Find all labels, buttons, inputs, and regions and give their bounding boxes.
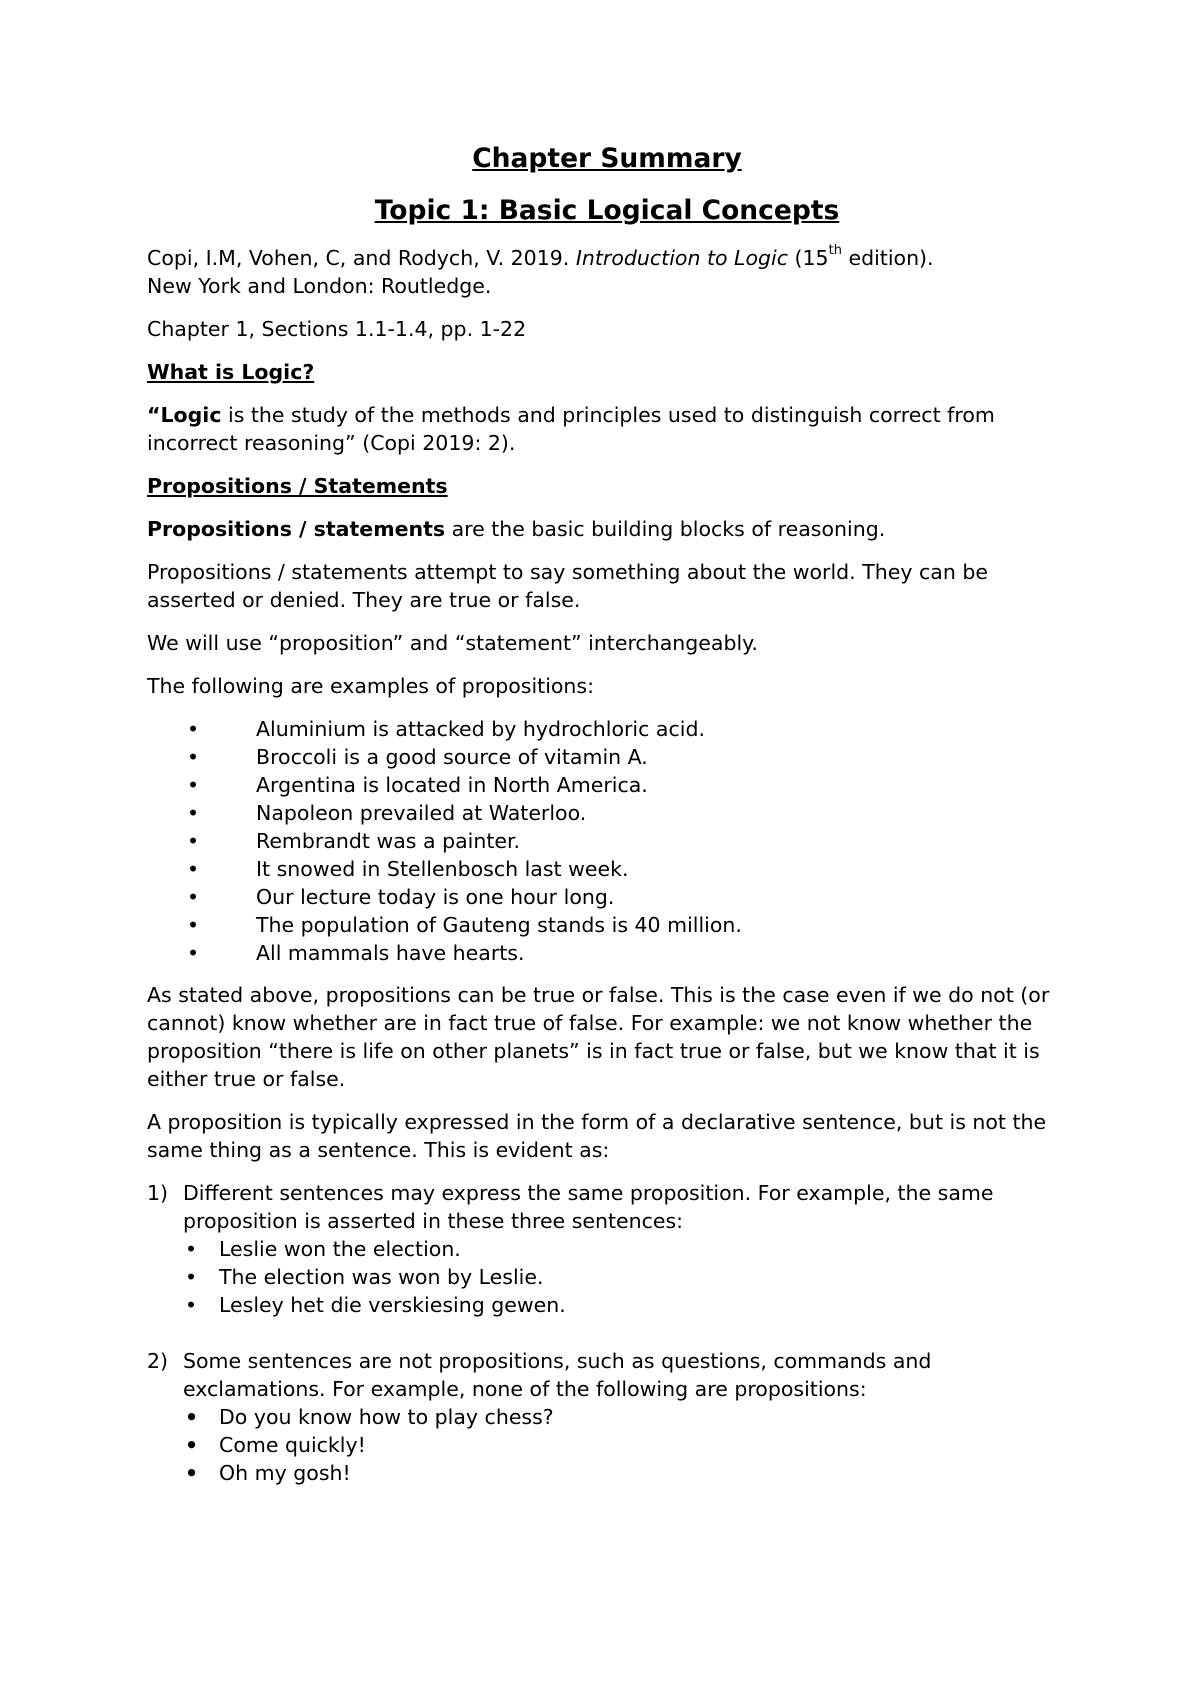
list-item-text: Leslie won the election. xyxy=(219,1237,461,1261)
logic-definition-term: “Logic xyxy=(147,403,222,427)
paragraph-true-false: As stated above, propositions can be true or false. This is the case even if we do not (or cannot) know whether are in fact true of false. For example: we not know whether the proposition “there is life on other planets” is in fact true or false, but we know that it is either true or false. xyxy=(147,983,1050,1091)
page-title: Chapter Summary xyxy=(472,143,742,174)
bullet-icon: • xyxy=(187,913,200,937)
numbered-item-2 xyxy=(147,1347,1067,1487)
propositions-intro-term: Propositions / statements xyxy=(147,517,446,541)
list-item-text: Aluminium is attacked by hydrochloric acid. xyxy=(256,717,705,741)
bullet-icon: • xyxy=(185,1461,199,1485)
bullet-icon: • xyxy=(185,1433,199,1457)
list-item-text: Napoleon prevailed at Waterloo. xyxy=(256,801,587,825)
list-item xyxy=(147,715,1067,743)
bullet-icon: • xyxy=(185,1293,198,1317)
reference-citation xyxy=(147,244,1067,300)
numbered-item-text: Some sentences are not propositions, such as questions, commands and exclamations. For example, none of the following are propositions: xyxy=(183,1349,932,1401)
list-item xyxy=(147,939,1067,967)
list-item xyxy=(147,855,1067,883)
list-item xyxy=(183,1235,1067,1263)
propositions-intro-text: are the basic building blocks of reasoning. xyxy=(445,517,886,541)
list-item-text: The population of Gauteng stands is 40 million. xyxy=(256,913,742,937)
bullet-icon: • xyxy=(187,745,200,769)
list-item-text: Oh my gosh! xyxy=(219,1461,351,1485)
paragraph-interchange: We will use “proposition” and “statement” interchangeably. xyxy=(147,631,758,655)
list-item xyxy=(147,771,1067,799)
bullet-icon: • xyxy=(187,829,200,853)
numbered-item-text: Different sentences may express the same proposition. For example, the same proposition is asserted in these three sentences: xyxy=(183,1181,994,1233)
sub-list xyxy=(183,1403,1067,1487)
list-item xyxy=(183,1263,1067,1291)
list-item xyxy=(183,1459,1067,1487)
list-item xyxy=(147,883,1067,911)
chapter-reference: Chapter 1, Sections 1.1-1.4, pp. 1-22 xyxy=(147,317,527,341)
bullet-icon: • xyxy=(185,1265,198,1289)
list-item xyxy=(183,1403,1067,1431)
examples-list xyxy=(147,715,1067,967)
list-item-text: Our lecture today is one hour long. xyxy=(256,885,615,909)
section-heading-logic: What is Logic? xyxy=(147,360,315,384)
reference-book-title: Introduction to Logic xyxy=(575,246,788,270)
list-item-text: Lesley het die verskiesing gewen. xyxy=(219,1293,566,1317)
item-number: 2) xyxy=(147,1349,169,1373)
topic-title: Topic 1: Basic Logical Concepts xyxy=(374,195,840,226)
bullet-icon: • xyxy=(187,801,200,825)
list-item-text: Broccoli is a good source of vitamin A. xyxy=(256,745,648,769)
bullet-icon: • xyxy=(187,717,200,741)
reference-authors: Copi, I.M, Vohen, C, and Rodych, V. 2019. xyxy=(147,246,576,270)
reference-edition-pre: (15 xyxy=(788,246,829,270)
paragraph-declarative: A proposition is typically expressed in the form of a declarative sentence, but is not the same thing as a sentence. This is evident as: xyxy=(147,1110,1047,1162)
logic-definition xyxy=(147,401,1067,457)
list-item-text: Argentina is located in North America. xyxy=(256,773,648,797)
numbered-item-1 xyxy=(147,1179,1067,1319)
list-item-text: Do you know how to play chess? xyxy=(219,1405,554,1429)
bullet-icon: • xyxy=(187,857,200,881)
list-item xyxy=(183,1431,1067,1459)
reference-edition-sup: th xyxy=(828,243,842,259)
list-item xyxy=(147,799,1067,827)
list-item xyxy=(147,743,1067,771)
bullet-icon: • xyxy=(187,773,200,797)
paragraph-attempt: Propositions / statements attempt to say something about the world. They can be asserted or denied. They are true or false. xyxy=(147,560,988,612)
list-item-text: All mammals have hearts. xyxy=(256,941,525,965)
logic-definition-text: is the study of the methods and principles used to distinguish correct from incorrect reasoning” (Copi 2019: 2). xyxy=(147,403,995,455)
list-item-text: It snowed in Stellenbosch last week. xyxy=(256,857,629,881)
list-item-text: The election was won by Leslie. xyxy=(219,1265,544,1289)
examples-intro: The following are examples of propositions: xyxy=(147,674,595,698)
item-number: 1) xyxy=(147,1181,169,1205)
reference-publisher: New York and London: Routledge. xyxy=(147,274,492,298)
bullet-icon: • xyxy=(187,885,200,909)
bullet-icon: • xyxy=(185,1237,198,1261)
list-item-text: Rembrandt was a painter. xyxy=(256,829,521,853)
reference-edition-post: edition). xyxy=(841,246,934,270)
list-item xyxy=(147,827,1067,855)
list-item xyxy=(183,1291,1067,1319)
bullet-icon: • xyxy=(185,1405,199,1429)
list-item-text: Come quickly! xyxy=(219,1433,366,1457)
bullet-icon: • xyxy=(187,941,200,965)
section-heading-propositions: Propositions / Statements xyxy=(147,474,448,498)
list-item xyxy=(147,911,1067,939)
document-body xyxy=(147,140,1067,1515)
sub-list xyxy=(183,1235,1067,1319)
numbered-list xyxy=(147,1179,1067,1487)
propositions-intro xyxy=(147,515,1067,543)
